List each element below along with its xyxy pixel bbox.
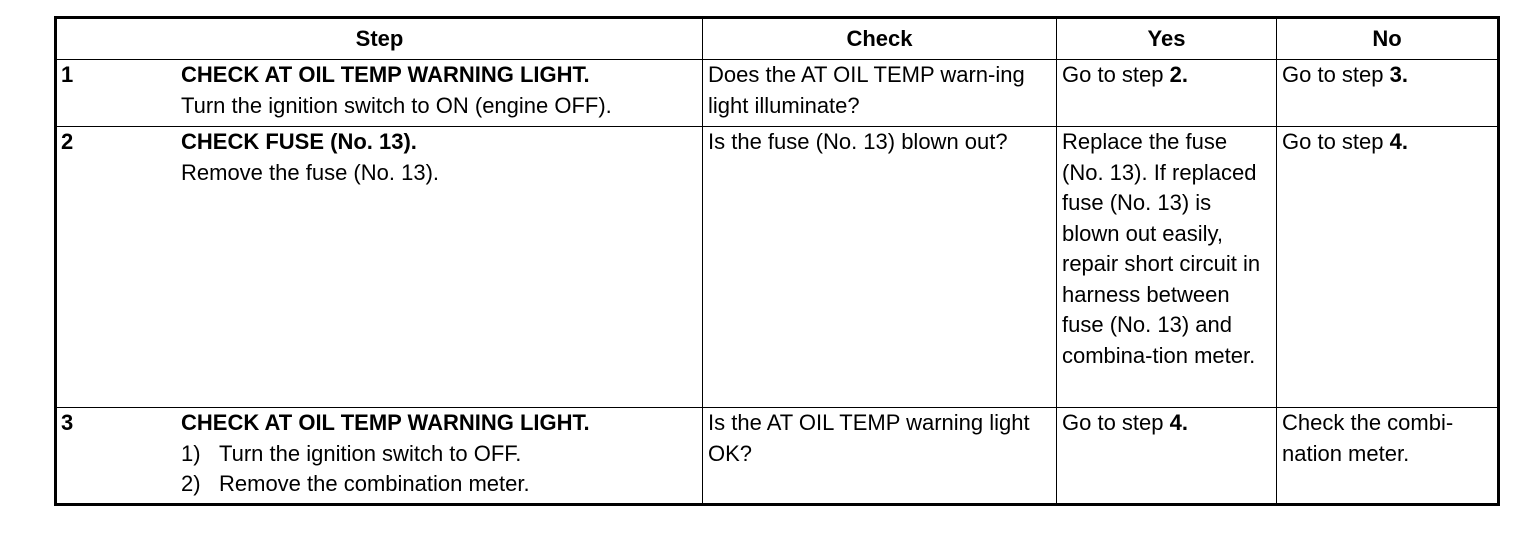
yes-cell: Replace the fuse (No. 13). If replaced fuse (No. 13) is blown out easily, repair short circuit in harness between fuse (No. 13) and combina-tion meter. xyxy=(1057,127,1277,408)
substep xyxy=(181,439,698,470)
substep-number: 1) xyxy=(181,440,201,466)
header-yes: Yes xyxy=(1057,18,1277,60)
step-body xyxy=(181,60,698,121)
substep-text: Remove the combination meter. xyxy=(219,471,530,496)
no-step-ref: 4. xyxy=(1389,129,1408,154)
step-number: 1 xyxy=(61,62,74,87)
step-body xyxy=(181,408,698,500)
step-body xyxy=(181,127,698,188)
step-instruction: Remove the fuse (No. 13). xyxy=(181,159,440,185)
no-cell: Check the combi-nation meter. xyxy=(1277,408,1499,505)
yes-step-ref: 2. xyxy=(1169,62,1188,87)
table-row xyxy=(56,408,1499,505)
no-text: Go to step xyxy=(1282,62,1390,87)
yes-text: Go to step xyxy=(1062,62,1170,87)
no-text: Go to step xyxy=(1282,129,1390,154)
step-number: 2 xyxy=(61,129,74,154)
step-title: CHECK AT OIL TEMP WARNING LIGHT. xyxy=(181,410,590,435)
step-cell xyxy=(56,408,703,505)
step-cell xyxy=(56,60,703,127)
check-cell: Does the AT OIL TEMP warn-ing light illuminate? xyxy=(703,60,1057,127)
step-cell xyxy=(56,127,703,408)
check-cell: Is the fuse (No. 13) blown out? xyxy=(703,127,1057,408)
yes-text: Go to step xyxy=(1062,410,1170,435)
check-cell: Is the AT OIL TEMP warning light OK? xyxy=(703,408,1057,505)
no-cell xyxy=(1277,60,1499,127)
header-no: No xyxy=(1277,18,1499,60)
table-header-row xyxy=(56,18,1499,60)
step-instruction: Turn the ignition switch to ON (engine OFF). xyxy=(181,92,612,118)
table-row xyxy=(56,127,1499,408)
substep-number: 2) xyxy=(181,471,201,496)
substep xyxy=(181,469,698,500)
diagnostic-table xyxy=(54,16,1500,506)
step-title: CHECK FUSE (No. 13). xyxy=(181,129,417,154)
step-title: CHECK AT OIL TEMP WARNING LIGHT. xyxy=(181,62,590,87)
no-step-ref: 3. xyxy=(1389,62,1408,87)
yes-step-ref: 4. xyxy=(1169,410,1188,435)
header-step: Step xyxy=(56,18,703,60)
yes-cell xyxy=(1057,408,1277,505)
yes-cell xyxy=(1057,60,1277,127)
step-number: 3 xyxy=(61,410,74,435)
header-check: Check xyxy=(703,18,1057,60)
table-row xyxy=(56,60,1499,127)
substep-text: Turn the ignition switch to OFF. xyxy=(219,440,522,466)
no-cell xyxy=(1277,127,1499,408)
